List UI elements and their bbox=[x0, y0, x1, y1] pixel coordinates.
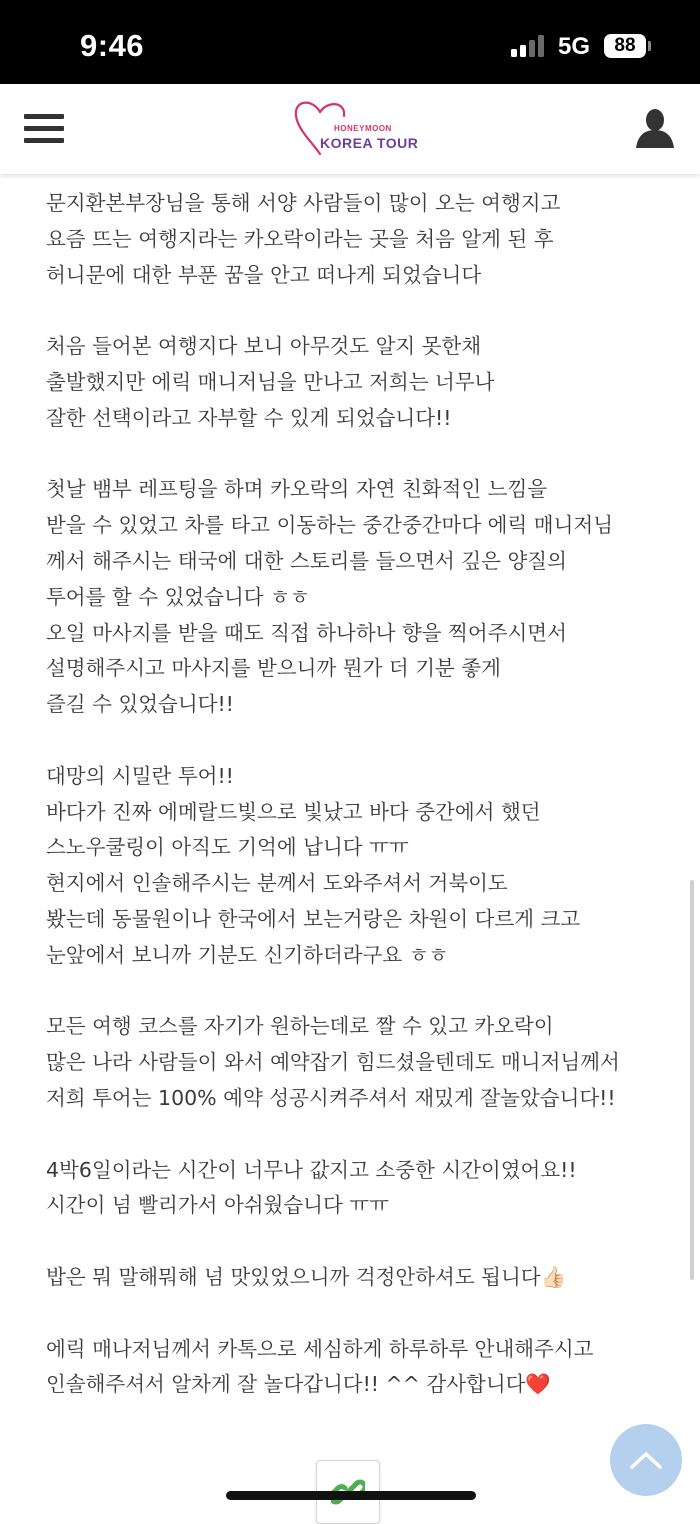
article-line: 께서 해주시는 태국에 대한 스토리를 들으면서 깊은 양질의 bbox=[46, 548, 567, 573]
article-line: 투어를 할 수 있었습니다 ㅎㅎ bbox=[46, 584, 310, 609]
article-line: 설명해주시고 마사지를 받으니까 뭔가 더 기분 좋게 bbox=[46, 656, 501, 681]
article-line: 즐길 수 있었습니다!! bbox=[46, 692, 234, 717]
site-header bbox=[0, 84, 700, 174]
battery-level: 88 bbox=[614, 35, 636, 56]
article-line: 처음 들어본 여행지다 보니 아무것도 알지 못한채 bbox=[46, 334, 482, 359]
article-line: 4박6일이라는 시간이 너무나 값지고 소중한 시간이였어요!! bbox=[46, 1157, 577, 1182]
battery-cap bbox=[648, 41, 651, 51]
scroll-to-top-button[interactable] bbox=[610, 1424, 682, 1496]
article-line: 대망의 시밀란 투어!! bbox=[46, 763, 234, 788]
article-line: 잘한 선택이라고 자부할 수 있게 되었습니다!! bbox=[46, 405, 452, 430]
hamburger-menu-icon[interactable] bbox=[24, 112, 66, 146]
article-line: 눈앞에서 보니까 기분도 신기하더라구요 ㅎㅎ bbox=[46, 942, 449, 967]
battery-icon bbox=[604, 34, 646, 58]
article-line: 시간이 넘 빨리가서 아쉬웠습니다 ㅠㅠ bbox=[46, 1193, 389, 1218]
article-line: 밥은 뭐 말해뭐해 넘 맛있었으니까 걱정안하셔도 됩니다👍🏻 bbox=[46, 1264, 567, 1289]
logo-name: KOREA TOUR bbox=[320, 135, 419, 151]
article-line: 출발했지만 에릭 매니저님을 만나고 저희는 너무나 bbox=[46, 369, 495, 394]
article-line: 에릭 매나저님께서 카톡으로 세심하게 하루하루 안내해주시고 bbox=[46, 1336, 594, 1361]
honeymoon-korea-tour-logo[interactable] bbox=[290, 98, 420, 160]
scrollbar[interactable] bbox=[690, 880, 694, 1280]
paragraph-gap bbox=[46, 1224, 666, 1260]
paragraph-gap bbox=[46, 974, 666, 1010]
article-line: 인솔해주셔서 알차게 잘 놀다갑니다!! ^^ 감사합니다❤️ bbox=[46, 1372, 551, 1397]
article-line: 허니문에 대한 부푼 꿈을 안고 떠나게 되었습니다 bbox=[46, 262, 482, 287]
paragraph-gap bbox=[46, 293, 666, 329]
article-line: 모든 여행 코스를 자기가 원하는데로 짤 수 있고 카오락이 bbox=[46, 1014, 554, 1039]
article-line: 스노우쿨링이 아직도 기억에 납니다 ㅠㅠ bbox=[46, 835, 409, 860]
paragraph-gap bbox=[46, 1296, 666, 1332]
article-line: 저희 투어는 100% 예약 성공시켜주셔서 재밌게 잘놀았습니다!! bbox=[46, 1085, 616, 1110]
article-line: 오일 마사지를 받을 때도 직접 하나하나 향을 찍어주시면서 bbox=[46, 620, 567, 645]
logo-tagline: HONEYMOON bbox=[334, 124, 392, 133]
chevron-up-icon bbox=[629, 1450, 663, 1470]
network-type: 5G bbox=[558, 33, 591, 60]
article-line: 요즘 뜨는 여행지라는 카오락이라는 곳을 처음 알게 된 후 bbox=[46, 226, 554, 251]
paragraph-gap bbox=[46, 1117, 666, 1153]
article-line: 첫날 뱀부 레프팅을 하며 카오락의 자연 친화적인 느낌을 bbox=[46, 477, 548, 502]
article-line: 받을 수 있었고 차를 타고 이동하는 중간중간마다 에릭 매니저님 bbox=[46, 513, 614, 538]
paragraph-gap bbox=[46, 723, 666, 759]
article-line: 많은 나라 사람들이 와서 예약잡기 힘드셨을텐데도 매니저님께서 bbox=[46, 1050, 620, 1075]
article-line: 봤는데 동물원이나 한국에서 보는거랑은 차원이 다르게 크고 bbox=[46, 906, 581, 931]
status-time: 9:46 bbox=[80, 28, 145, 63]
cellular-signal-icon bbox=[511, 35, 547, 57]
article-line: 바다가 진짜 에메랄드빛으로 빛났고 바다 중간에서 했던 bbox=[46, 799, 541, 824]
user-profile-icon[interactable] bbox=[636, 108, 674, 150]
article-line: 문지환본부장님을 통해 서양 사람들이 많이 오는 여행지고 bbox=[46, 191, 561, 215]
review-article bbox=[46, 186, 666, 1403]
paragraph-gap bbox=[46, 437, 666, 473]
article-line: 현지에서 인솔해주시는 분께서 도와주셔서 거북이도 bbox=[46, 871, 508, 896]
home-indicator[interactable] bbox=[226, 1491, 476, 1500]
status-bar bbox=[0, 0, 700, 84]
